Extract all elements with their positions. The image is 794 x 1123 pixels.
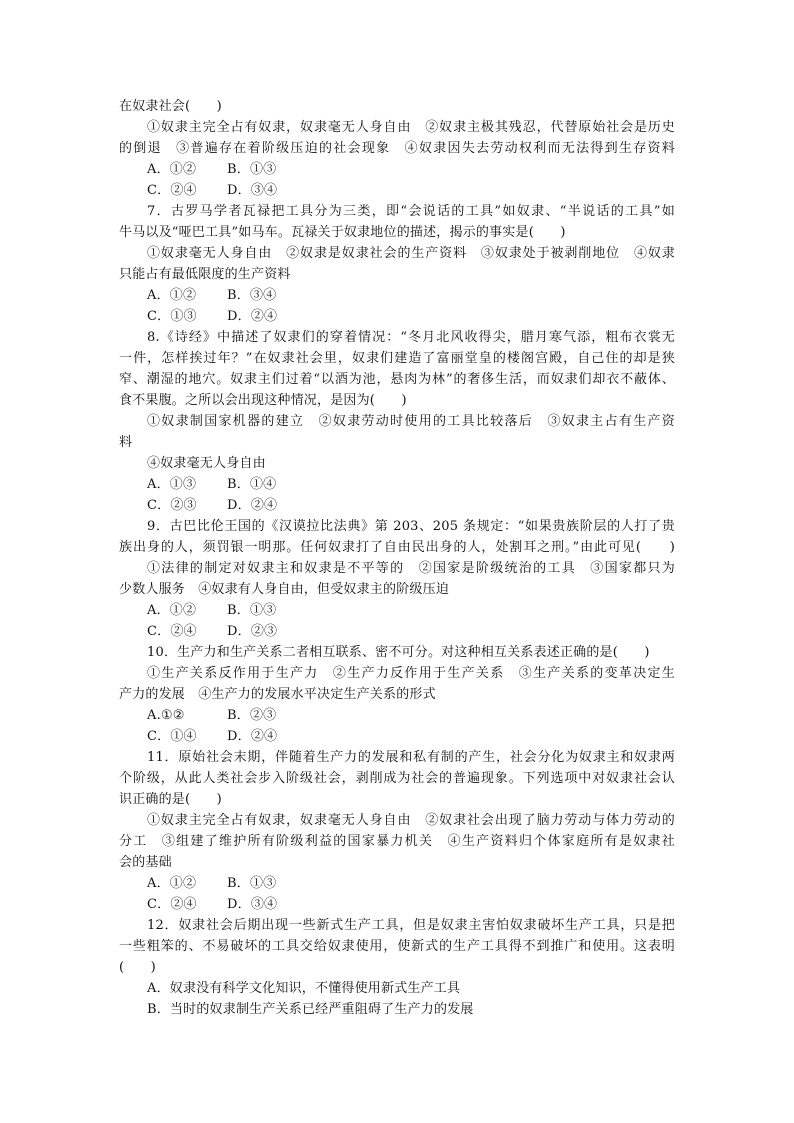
text-line: 识正确的是( ) xyxy=(119,792,222,807)
answer-options-row xyxy=(119,894,675,915)
text-line: 11．原始社会末期，伴随着生产力的发展和私有制的产生，社会分化为奴隶主和奴隶两 xyxy=(147,750,675,765)
text-line: ①奴隶主完全占有奴隶，奴隶毫无人身自由 ②奴隶社会出现了脑力劳动与体力劳动的 xyxy=(147,813,675,828)
text-line: A．奴隶没有科学文化知识，不懂得使用新式生产工具 xyxy=(147,981,461,996)
answer-option: D．③④ xyxy=(227,897,278,912)
text-line: 7．古罗马学者瓦禄把工具分为三类，即“会说话的工具”如奴隶、“半说话的工具”如 xyxy=(147,204,675,219)
answer-options-row xyxy=(119,159,675,180)
text-line: ①奴隶主完全占有奴隶，奴隶毫无人身自由 ②奴隶主极其残忍，代替原始社会是历史 xyxy=(147,120,675,135)
answer-option: D．②④ xyxy=(227,309,278,324)
text-line: 食不果腹。之所以会出现这种情况，是因为( ) xyxy=(119,393,407,408)
answer-options-row xyxy=(119,474,675,495)
answer-option: D．②④ xyxy=(227,729,278,744)
text-line: 一件，怎样挨过年？”在奴隶社会里，奴隶们建造了富丽堂皇的楼阁宫殿，自己住的却是狭 xyxy=(119,351,675,366)
answer-option: D．②③ xyxy=(227,624,278,639)
text-line: 8.《诗经》中描述了奴隶们的穿着情况：“冬月北风收得尖，腊月寒气添，粗布衣裳无 xyxy=(147,330,675,345)
text-line: 料 xyxy=(119,435,133,450)
text-line: 窄、潮湿的地穴。奴隶主们过着“以酒为池，悬肉为林”的奢侈生活，而奴隶们却衣不蔽体、 xyxy=(119,372,675,387)
text-line: ①生产关系反作用于生产力 ②生产力反作用于生产关系 ③生产关系的变革决定生 xyxy=(147,666,675,681)
answer-options-row xyxy=(119,600,675,621)
text-line: 会的基础 xyxy=(119,855,172,870)
text-line: 12．奴隶社会后期出现一些新式生产工具，但是奴隶主害怕奴隶破坏生产工具，只是把 xyxy=(147,918,675,933)
answer-options-row xyxy=(119,285,675,306)
answer-option: B．①④ xyxy=(227,477,277,492)
text-line: 9．古巴比伦王国的《汉谟拉比法典》第 203、205 条规定：“如果贵族阶层的人打了贵 xyxy=(147,519,675,534)
text-line: 的倒退 ③普遍存在着阶级压迫的社会现象 ④奴隶因失去劳动权利而无法得到生存资料 xyxy=(119,141,675,156)
answer-options-row xyxy=(119,726,675,747)
answer-option: B．②③ xyxy=(227,708,277,723)
document-page xyxy=(119,96,675,1020)
answer-options-row xyxy=(119,180,675,201)
text-line: 分工 ③组建了维护所有阶级利益的国家暴力机关 ④生产资料归个体家庭所有是奴隶社 xyxy=(119,834,675,849)
answer-option: B．③④ xyxy=(227,288,277,303)
text-line: 10．生产力和生产关系二者相互联系、密不可分。对这种相互关系表述正确的是( ) xyxy=(147,645,650,660)
text-line: ④奴隶毫无人身自由 xyxy=(147,456,266,471)
text-line: ( ) xyxy=(119,960,156,975)
text-line: 产力的发展 ④生产力的发展水平决定生产关系的形式 xyxy=(119,687,436,702)
answer-options-row xyxy=(119,621,675,642)
text-line: 族出身的人，须罚银一明那。任何奴隶打了自由民出身的人，处割耳之刑。”由此可见( ) xyxy=(119,540,675,555)
text-line: 牛马以及“哑巴工具”如马车。瓦禄关于奴隶地位的描述，揭示的事实是( ) xyxy=(119,225,566,240)
answer-options-row xyxy=(119,495,675,516)
text-line: 在奴隶社会( ) xyxy=(119,99,222,114)
text-line: B．当时的奴隶制生产关系已经严重阻碍了生产力的发展 xyxy=(147,1002,474,1017)
answer-option: B．①③ xyxy=(227,876,277,891)
answer-options-row xyxy=(119,873,675,894)
answer-option: D．②④ xyxy=(227,498,278,513)
answer-option: A．①② xyxy=(147,288,197,303)
text-line: 少数人服务 ④奴隶有人身自由，但受奴隶主的阶级压迫 xyxy=(119,582,450,597)
answer-option: A．①② xyxy=(147,162,197,177)
answer-option: B．①③ xyxy=(227,603,277,618)
text-line: 一些粗笨的、不易破坏的工具交给奴隶使用，使新式的生产工具得不到推广和使用。这表明 xyxy=(119,939,675,954)
answer-option: C．②④ xyxy=(147,897,197,912)
answer-option: A．①② xyxy=(147,876,197,891)
answer-option: C．②④ xyxy=(147,624,197,639)
answer-option: D．③④ xyxy=(227,183,278,198)
answer-options-row xyxy=(119,306,675,327)
answer-option: C．②④ xyxy=(147,183,197,198)
text-line: 个阶级，从此人类社会步入阶级社会，剥削成为社会的普遍现象。下列选项中对奴隶社会认 xyxy=(119,771,675,786)
answer-option: B．①③ xyxy=(227,162,277,177)
text-line: ①奴隶制国家机器的建立 ②奴隶劳动时使用的工具比较落后 ③奴隶主占有生产资 xyxy=(147,414,675,429)
answer-option: C．①④ xyxy=(147,729,197,744)
answer-option: A．①③ xyxy=(147,477,197,492)
answer-option: C．②③ xyxy=(147,498,197,513)
answer-option: C．①③ xyxy=(147,309,197,324)
text-line: ①奴隶毫无人身自由 ②奴隶是奴隶社会的生产资料 ③奴隶处于被剥削地位 ④奴隶 xyxy=(147,246,675,261)
answer-option: A．①② xyxy=(147,603,197,618)
answer-options-row xyxy=(119,705,675,726)
answer-option: A.①② xyxy=(147,708,185,723)
text-line: 只能占有最低限度的生产资料 xyxy=(119,267,291,282)
text-line: ①法律的制定对奴隶主和奴隶是不平等的 ②国家是阶级统治的工具 ③国家都只为 xyxy=(147,561,675,576)
